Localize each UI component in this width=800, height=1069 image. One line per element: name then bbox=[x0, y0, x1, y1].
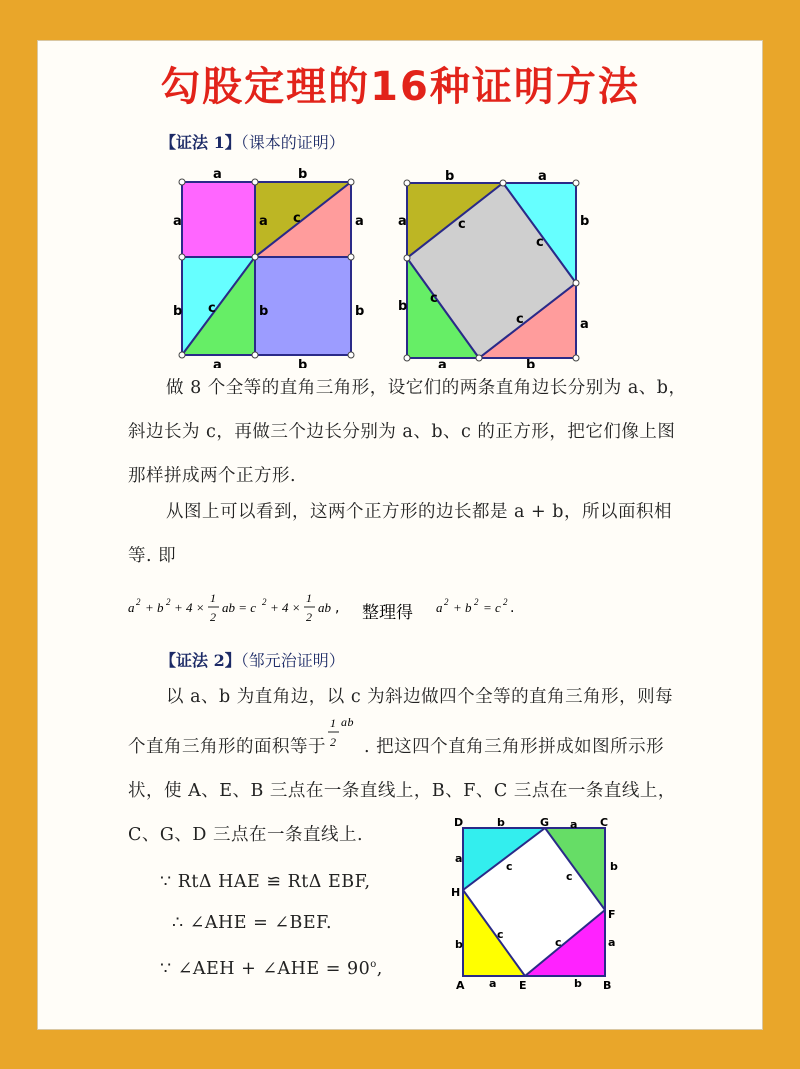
page-title: 勾股定理的16种证明方法 bbox=[160, 64, 640, 110]
svg-text:ab = c: ab = c bbox=[222, 600, 257, 615]
proof2-steps bbox=[160, 862, 420, 990]
text-line: 那样拼成两个正方形. bbox=[128, 466, 297, 486]
point-label: E bbox=[519, 979, 527, 992]
point-label: C bbox=[600, 816, 609, 829]
svg-text:a: a bbox=[436, 600, 443, 615]
text-line: 状，使 A、E、B 三点在一条直线上，B、F、C 三点在一条直线上， bbox=[128, 781, 676, 801]
point-label: A bbox=[456, 979, 465, 992]
svg-text:a: a bbox=[128, 600, 135, 615]
proof1-figure-left bbox=[170, 168, 370, 368]
label: c bbox=[293, 211, 301, 226]
svg-text:ab: ab bbox=[341, 715, 354, 729]
label: b bbox=[173, 304, 183, 319]
point-label: F bbox=[608, 908, 616, 921]
text-line: 个直角三角形的面积等于 bbox=[128, 737, 326, 757]
side-label: c bbox=[506, 860, 513, 873]
label: a bbox=[213, 168, 222, 182]
proof2-figure bbox=[450, 812, 630, 992]
label: a bbox=[580, 317, 589, 332]
side-label: c bbox=[555, 936, 562, 949]
step-3-end: , bbox=[376, 958, 383, 979]
point-label: H bbox=[451, 886, 461, 899]
text-line: 从图上可以看到，这两个正方形的边长都是 a + b，所以面积相 bbox=[166, 502, 672, 522]
label: b bbox=[580, 214, 590, 229]
svg-text:.: . bbox=[510, 600, 515, 616]
side-label: a bbox=[489, 977, 497, 990]
proof1-paragraph2 bbox=[128, 490, 688, 578]
equation-word: 整理得 bbox=[362, 603, 413, 623]
side-label: b bbox=[497, 816, 505, 829]
proof1-heading-note: （课本的证明） bbox=[240, 133, 345, 152]
point-label: B bbox=[603, 979, 612, 992]
label: b bbox=[298, 358, 308, 368]
proof1-heading-bracket: 【证法 1】 bbox=[160, 133, 241, 152]
label: a bbox=[259, 214, 268, 229]
proof2-heading-bracket: 【证法 2】 bbox=[160, 651, 241, 670]
svg-text:1: 1 bbox=[306, 591, 312, 605]
label: a bbox=[173, 214, 182, 229]
side-label: c bbox=[497, 928, 504, 941]
label: b bbox=[298, 168, 308, 182]
side-label: b bbox=[574, 977, 582, 990]
proof1-figure-right bbox=[395, 168, 595, 368]
point-label: G bbox=[540, 816, 550, 829]
proof2-heading-note: （邹元治证明） bbox=[240, 651, 345, 670]
side-label: c bbox=[566, 870, 573, 883]
step-2: ∴ ∠AHE = ∠BEF. bbox=[172, 913, 333, 933]
label: a bbox=[398, 214, 407, 229]
side-label: a bbox=[570, 818, 578, 831]
text-line: 以 a、b 为直角边，以 c 为斜边做四个全等的直角三角形，则每 bbox=[166, 687, 674, 707]
step-3-sup: o bbox=[370, 959, 377, 970]
svg-text:1: 1 bbox=[330, 716, 337, 730]
side-label: a bbox=[608, 936, 616, 949]
label: b bbox=[526, 358, 536, 368]
svg-text:+ b: + b bbox=[453, 600, 472, 615]
svg-text:2: 2 bbox=[444, 597, 449, 607]
label: b bbox=[355, 304, 365, 319]
label: b bbox=[445, 169, 455, 184]
proof1-heading bbox=[160, 130, 345, 153]
svg-text:= c: = c bbox=[483, 600, 501, 615]
text-line: . 把这四个直角三角形拼成如图所示形 bbox=[364, 737, 665, 757]
square-b-blue bbox=[255, 257, 351, 355]
step-3: ∵ ∠AEH + ∠AHE = 90 bbox=[160, 958, 371, 979]
svg-text:1: 1 bbox=[210, 591, 216, 605]
svg-text:,: , bbox=[335, 600, 340, 616]
label: a bbox=[355, 214, 364, 229]
text-line: 斜边长为 c，再做三个边长分别为 a、b、c 的正方形，把它们像上图 bbox=[128, 422, 676, 442]
svg-text:+ 4 ×: + 4 × bbox=[174, 600, 205, 615]
label: c bbox=[536, 235, 544, 250]
side-label: b bbox=[610, 860, 618, 873]
label: a bbox=[213, 358, 222, 368]
text-line: 等. 即 bbox=[128, 546, 177, 566]
label: b bbox=[259, 304, 269, 319]
label: a bbox=[438, 358, 447, 368]
svg-text:2: 2 bbox=[136, 597, 141, 607]
svg-text:2: 2 bbox=[306, 610, 312, 624]
svg-text:2: 2 bbox=[330, 735, 337, 749]
proof2-heading bbox=[160, 648, 345, 671]
label: c bbox=[516, 312, 524, 327]
svg-text:2: 2 bbox=[262, 597, 267, 607]
svg-text:2: 2 bbox=[210, 610, 216, 624]
step-1: ∵ RtΔ HAE ≌ RtΔ EBF, bbox=[160, 872, 371, 892]
svg-text:+ 4 ×: + 4 × bbox=[270, 600, 301, 615]
side-label: b bbox=[455, 938, 463, 951]
svg-text:+ b: + b bbox=[145, 600, 164, 615]
svg-text:2: 2 bbox=[166, 597, 171, 607]
label: a bbox=[538, 169, 547, 184]
label: c bbox=[208, 301, 216, 316]
side-label: a bbox=[455, 852, 463, 865]
svg-text:ab: ab bbox=[318, 600, 331, 615]
half-ab-fraction bbox=[326, 715, 362, 755]
proof1-equation bbox=[128, 588, 548, 638]
square-a-magenta bbox=[182, 182, 255, 257]
proof1-paragraph1 bbox=[128, 366, 688, 498]
svg-text:2: 2 bbox=[503, 597, 508, 607]
label: b bbox=[398, 299, 408, 314]
label: c bbox=[430, 291, 438, 306]
label: c bbox=[458, 217, 466, 232]
point-label: D bbox=[454, 816, 464, 829]
svg-text:2: 2 bbox=[474, 597, 479, 607]
text-line: 做 8 个全等的直角三角形，设它们的两条直角边长分别为 a、b， bbox=[166, 378, 687, 398]
text-line: C、G、D 三点在一条直线上. bbox=[128, 825, 364, 845]
